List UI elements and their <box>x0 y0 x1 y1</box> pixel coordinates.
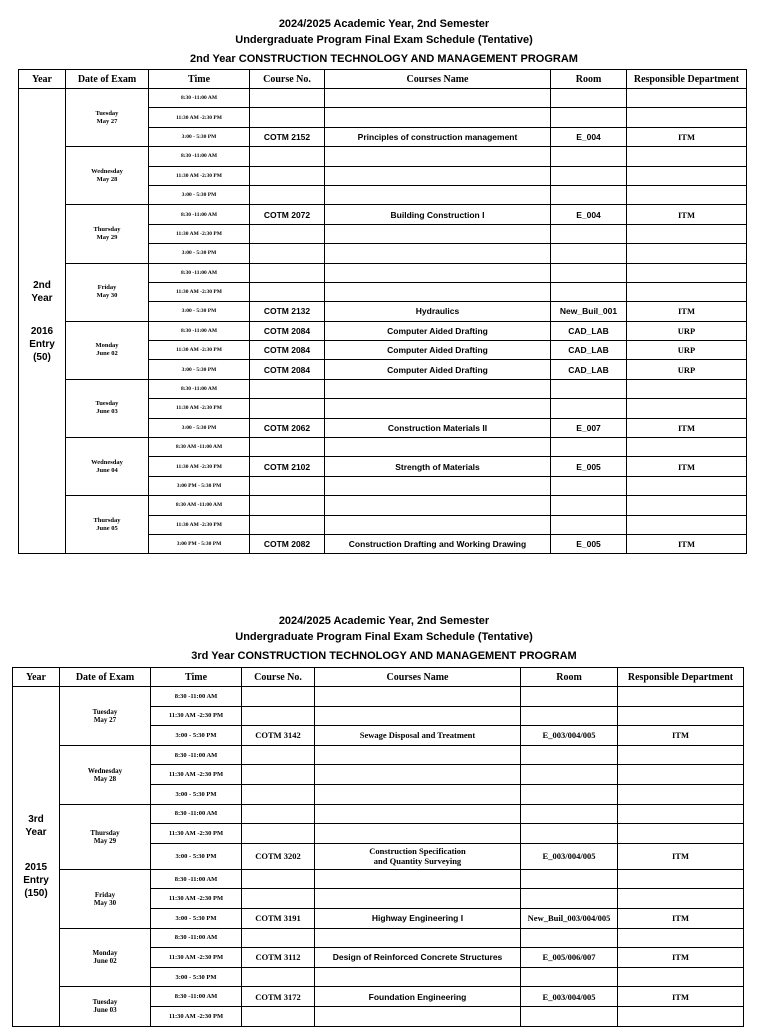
course-number <box>250 108 325 127</box>
responsible-department <box>627 438 747 457</box>
course-name: Strength of Materials <box>325 457 551 476</box>
exam-date: May 27 <box>93 715 117 724</box>
exam-date-cell <box>60 687 151 746</box>
time-slot: 3:00 - 5:30 PM <box>151 784 242 804</box>
responsible-department <box>627 185 747 204</box>
course-name: Design of Reinforced Concrete Structures <box>315 948 521 968</box>
course-number <box>242 745 315 765</box>
room <box>521 745 618 765</box>
table-row <box>19 147 747 166</box>
course-number <box>250 282 325 301</box>
course-number: COTM 3142 <box>242 726 315 746</box>
time-slot: 8:30 -11:00 AM <box>149 205 250 224</box>
column-header-responsible-department: Responsible Department <box>618 668 744 687</box>
room <box>521 1006 618 1026</box>
room: New_Buil_001 <box>551 302 627 321</box>
exam-date-cell <box>66 89 149 147</box>
time-slot: 11:30 AM -2:30 PM <box>149 515 250 534</box>
column-header-courses-name: Courses Name <box>315 668 521 687</box>
course-number <box>250 185 325 204</box>
course-name <box>315 745 521 765</box>
room <box>521 687 618 707</box>
responsible-department <box>627 496 747 515</box>
course-name: Construction Materials II <box>325 418 551 437</box>
column-header-time: Time <box>149 70 250 89</box>
room <box>521 967 618 987</box>
room: CAD_LAB <box>551 341 627 360</box>
time-slot: 11:30 AM -2:30 PM <box>149 399 250 418</box>
room: CAD_LAB <box>551 360 627 379</box>
room <box>551 476 627 495</box>
responsible-department <box>627 379 747 398</box>
room <box>551 108 627 127</box>
course-number <box>242 1006 315 1026</box>
exam-date-cell <box>66 438 149 496</box>
responsible-department <box>627 282 747 301</box>
exam-schedule-2nd-year <box>18 69 747 554</box>
course-name <box>315 824 521 844</box>
exam-schedule-3rd-year <box>12 667 744 1027</box>
time-slot: 8:30 -11:00 AM <box>151 687 242 707</box>
exam-date: May 30 <box>96 292 118 300</box>
course-number <box>242 967 315 987</box>
exam-day: Monday <box>92 949 118 958</box>
course-name <box>315 869 521 889</box>
column-header-year: Year <box>13 668 60 687</box>
time-slot: 8:30 -11:00 AM <box>149 89 250 108</box>
course-number <box>242 804 315 824</box>
exam-day: Tuesday <box>95 400 119 408</box>
room: E_007 <box>551 418 627 437</box>
table-row <box>19 89 747 108</box>
course-name <box>325 496 551 515</box>
exam-date: June 03 <box>96 408 118 416</box>
time-slot: 3:00 - 5:30 PM <box>149 185 250 204</box>
time-slot: 11:30 AM -2:30 PM <box>149 457 250 476</box>
responsible-department <box>618 784 744 804</box>
responsible-department: ITM <box>618 987 744 1007</box>
course-number <box>250 89 325 108</box>
room <box>521 765 618 785</box>
course-name <box>325 263 551 282</box>
column-header-year: Year <box>19 70 66 89</box>
course-name <box>315 967 521 987</box>
course-number: COTM 2072 <box>250 205 325 224</box>
exam-day: Friday <box>94 890 116 899</box>
exam-date-cell <box>60 987 151 1026</box>
responsible-department: URP <box>627 341 747 360</box>
room <box>521 706 618 726</box>
course-name: Construction Specification and Quantity Surveying <box>315 843 521 869</box>
course-name <box>325 515 551 534</box>
course-number <box>242 784 315 804</box>
course-name <box>315 784 521 804</box>
course-name <box>315 804 521 824</box>
room <box>551 224 627 243</box>
course-name: Building Construction I <box>325 205 551 224</box>
responsible-department <box>627 166 747 185</box>
time-slot: 3:00 PM - 5:30 PM <box>149 534 250 553</box>
course-name: Computer Aided Drafting <box>325 321 551 340</box>
table-row <box>13 687 744 707</box>
responsible-department: ITM <box>627 127 747 146</box>
responsible-department <box>618 687 744 707</box>
course-number: COTM 3191 <box>242 908 315 928</box>
year-label: 2nd Year <box>31 279 53 304</box>
time-slot: 8:30 -11:00 AM <box>151 745 242 765</box>
course-number <box>250 515 325 534</box>
course-number <box>250 379 325 398</box>
column-header-responsible-department: Responsible Department <box>627 70 747 89</box>
course-name <box>325 476 551 495</box>
exam-day: Tuesday <box>95 109 119 117</box>
course-number: COTM 3112 <box>242 948 315 968</box>
exam-date-cell <box>66 496 149 554</box>
course-name <box>325 89 551 108</box>
table-row <box>19 263 747 282</box>
table-row <box>19 496 747 515</box>
course-number <box>242 824 315 844</box>
room <box>551 147 627 166</box>
year-cell <box>13 687 60 1027</box>
course-number: COTM 2084 <box>250 321 325 340</box>
course-number <box>250 224 325 243</box>
room <box>521 889 618 909</box>
column-header-course-no: Course No. <box>250 70 325 89</box>
time-slot: 11:30 AM -2:30 PM <box>151 824 242 844</box>
room <box>551 515 627 534</box>
course-name: Construction Drafting and Working Drawing <box>325 534 551 553</box>
room: E_003/004/005 <box>521 987 618 1007</box>
schedule-1-title-year: 2024/2025 Academic Year, 2nd Semester <box>278 18 490 30</box>
course-number: COTM 2152 <box>250 127 325 146</box>
time-slot: 11:30 AM -2:30 PM <box>149 224 250 243</box>
exam-date-cell <box>60 745 151 804</box>
course-name <box>325 108 551 127</box>
column-header-date-of-exam: Date of Exam <box>60 668 151 687</box>
responsible-department <box>618 889 744 909</box>
responsible-department <box>627 224 747 243</box>
schedule-1-title-program: Undergraduate Program Final Exam Schedule (Tentative) <box>235 34 533 46</box>
course-name <box>325 438 551 457</box>
course-number: COTM 2062 <box>250 418 325 437</box>
time-slot: 3:00 - 5:30 PM <box>149 418 250 437</box>
exam-date: June 04 <box>96 466 118 474</box>
exam-date-cell <box>66 263 149 321</box>
course-number <box>250 476 325 495</box>
responsible-department <box>618 869 744 889</box>
exam-day: Thursday <box>93 225 121 233</box>
course-number: COTM 2084 <box>250 360 325 379</box>
course-name: Principles of construction management <box>325 127 551 146</box>
responsible-department <box>627 89 747 108</box>
responsible-department: ITM <box>618 726 744 746</box>
table-row <box>13 745 744 765</box>
responsible-department: ITM <box>627 534 747 553</box>
responsible-department <box>627 515 747 534</box>
course-number: COTM 3202 <box>242 843 315 869</box>
course-name <box>315 928 521 948</box>
room: E_004 <box>551 205 627 224</box>
responsible-department <box>627 244 747 263</box>
responsible-department: ITM <box>627 205 747 224</box>
exam-date: June 05 <box>96 524 118 532</box>
course-number: COTM 2084 <box>250 341 325 360</box>
time-slot: 8:30 -11:00 AM <box>151 928 242 948</box>
course-name <box>325 399 551 418</box>
time-slot: 11:30 AM -2:30 PM <box>151 706 242 726</box>
room <box>551 263 627 282</box>
responsible-department: ITM <box>627 457 747 476</box>
room <box>551 399 627 418</box>
exam-date-cell <box>60 869 151 928</box>
course-name: Computer Aided Drafting <box>325 360 551 379</box>
year-label: 3rd Year <box>25 813 47 838</box>
column-header-room: Room <box>551 70 627 89</box>
responsible-department <box>618 765 744 785</box>
time-slot: 11:30 AM -2:30 PM <box>149 166 250 185</box>
time-slot: 8:30 -11:00 AM <box>149 379 250 398</box>
exam-day: Wednesday <box>91 167 123 175</box>
course-number <box>242 928 315 948</box>
course-number <box>242 687 315 707</box>
table-row <box>19 205 747 224</box>
responsible-department: ITM <box>627 302 747 321</box>
course-name <box>325 185 551 204</box>
time-slot: 8:30 -11:00 AM <box>149 321 250 340</box>
header-row <box>13 668 744 687</box>
schedule-2-title-year: 2024/2025 Academic Year, 2nd Semester <box>278 615 490 627</box>
time-slot: 3:00 - 5:30 PM <box>151 726 242 746</box>
course-name <box>325 147 551 166</box>
room <box>551 244 627 263</box>
responsible-department <box>618 824 744 844</box>
room <box>551 379 627 398</box>
responsible-department <box>627 399 747 418</box>
course-number <box>250 438 325 457</box>
column-header-course-no: Course No. <box>242 668 315 687</box>
room: E_004 <box>551 127 627 146</box>
course-name <box>325 166 551 185</box>
room <box>551 89 627 108</box>
responsible-department: URP <box>627 360 747 379</box>
course-name <box>315 687 521 707</box>
exam-date: May 28 <box>96 175 118 183</box>
column-header-courses-name: Courses Name <box>325 70 551 89</box>
room: E_005 <box>551 457 627 476</box>
year-cell <box>19 89 66 554</box>
exam-date-cell <box>66 205 149 263</box>
exam-day: Wednesday <box>91 458 123 466</box>
course-name: Foundation Engineering <box>315 987 521 1007</box>
exam-date: May 27 <box>96 117 118 125</box>
course-name <box>315 1006 521 1026</box>
responsible-department <box>618 745 744 765</box>
course-name <box>325 244 551 263</box>
table-row <box>19 321 747 340</box>
table-row <box>13 804 744 824</box>
room <box>551 282 627 301</box>
time-slot: 3:00 - 5:30 PM <box>149 360 250 379</box>
time-slot: 11:30 AM -2:30 PM <box>151 1006 242 1026</box>
responsible-department: ITM <box>618 908 744 928</box>
time-slot: 11:30 AM -2:30 PM <box>149 341 250 360</box>
room <box>521 784 618 804</box>
exam-date-cell <box>66 321 149 379</box>
time-slot: 3:00 - 5:30 PM <box>149 244 250 263</box>
time-slot: 8:30 -11:00 AM <box>151 987 242 1007</box>
course-number <box>242 765 315 785</box>
exam-date: June 02 <box>96 350 118 358</box>
time-slot: 11:30 AM -2:30 PM <box>149 282 250 301</box>
entry-label: 2015 Entry (150) <box>23 861 49 899</box>
room: CAD_LAB <box>551 321 627 340</box>
responsible-department <box>618 804 744 824</box>
room: E_003/004/005 <box>521 843 618 869</box>
time-slot: 8:30 -11:00 AM <box>151 869 242 889</box>
course-number <box>250 244 325 263</box>
course-number <box>242 869 315 889</box>
exam-day: Tuesday <box>92 998 118 1007</box>
responsible-department <box>627 108 747 127</box>
table-row <box>19 438 747 457</box>
exam-date: May 29 <box>93 836 117 845</box>
responsible-department <box>618 1006 744 1026</box>
column-header-room: Room <box>521 668 618 687</box>
course-number <box>250 263 325 282</box>
table-row <box>13 869 744 889</box>
time-slot: 8:30 AM -11:00 AM <box>149 496 250 515</box>
course-name: Computer Aided Drafting <box>325 341 551 360</box>
time-slot: 11:30 AM -2:30 PM <box>151 948 242 968</box>
time-slot: 3:00 - 5:30 PM <box>151 908 242 928</box>
exam-date-cell <box>66 147 149 205</box>
time-slot: 11:30 AM -2:30 PM <box>149 108 250 127</box>
course-number <box>250 147 325 166</box>
table-row <box>13 987 744 1007</box>
schedule-2-title-program: Undergraduate Program Final Exam Schedule (Tentative) <box>235 631 533 643</box>
responsible-department: ITM <box>627 418 747 437</box>
course-number: COTM 3172 <box>242 987 315 1007</box>
responsible-department <box>618 928 744 948</box>
course-name <box>315 706 521 726</box>
room <box>521 928 618 948</box>
responsible-department <box>627 147 747 166</box>
room: New_Buil_003/004/005 <box>521 908 618 928</box>
room: E_003/004/005 <box>521 726 618 746</box>
course-name: Hydraulics <box>325 302 551 321</box>
course-name <box>315 765 521 785</box>
table-row <box>13 928 744 948</box>
course-number: COTM 2102 <box>250 457 325 476</box>
table-row <box>19 379 747 398</box>
course-name <box>325 224 551 243</box>
exam-date: May 28 <box>93 774 117 783</box>
time-slot: 3:00 - 5:30 PM <box>151 967 242 987</box>
time-slot: 3:00 - 5:30 PM <box>151 843 242 869</box>
room <box>551 496 627 515</box>
room: E_005 <box>551 534 627 553</box>
course-number <box>242 889 315 909</box>
schedule-1-title-dept: 2nd Year CONSTRUCTION TECHNOLOGY AND MANAGEMENT PROGRAM <box>190 53 578 65</box>
time-slot: 3:00 - 5:30 PM <box>149 302 250 321</box>
responsible-department <box>618 706 744 726</box>
exam-date: May 29 <box>96 233 118 241</box>
exam-date-cell <box>60 928 151 987</box>
entry-label: 2016 Entry (50) <box>29 325 55 363</box>
responsible-department <box>618 967 744 987</box>
course-name <box>325 379 551 398</box>
exam-day: Thursday <box>93 516 121 524</box>
exam-date: June 02 <box>93 957 117 966</box>
time-slot: 3:00 - 5:30 PM <box>149 127 250 146</box>
course-number <box>250 399 325 418</box>
time-slot: 11:30 AM -2:30 PM <box>151 889 242 909</box>
room <box>521 824 618 844</box>
responsible-department <box>627 263 747 282</box>
column-header-time: Time <box>151 668 242 687</box>
exam-day: Tuesday <box>92 707 118 716</box>
responsible-department <box>627 476 747 495</box>
room: E_005/006/007 <box>521 948 618 968</box>
time-slot: 8:30 -11:00 AM <box>151 804 242 824</box>
room <box>551 166 627 185</box>
time-slot: 8:30 AM -11:00 AM <box>149 438 250 457</box>
room <box>521 804 618 824</box>
exam-day: Monday <box>95 342 119 350</box>
room <box>551 185 627 204</box>
course-number: COTM 2132 <box>250 302 325 321</box>
course-number <box>250 496 325 515</box>
room <box>521 869 618 889</box>
time-slot: 8:30 -11:00 AM <box>149 263 250 282</box>
exam-day: Thursday <box>90 828 120 837</box>
course-number: COTM 2082 <box>250 534 325 553</box>
course-number <box>242 706 315 726</box>
responsible-department: ITM <box>618 948 744 968</box>
exam-date-cell <box>60 804 151 869</box>
time-slot: 3:00 PM - 5:30 PM <box>149 476 250 495</box>
responsible-department: ITM <box>618 843 744 869</box>
time-slot: 8:30 -11:00 AM <box>149 147 250 166</box>
time-slot: 11:30 AM -2:30 PM <box>151 765 242 785</box>
exam-date: May 30 <box>93 898 117 907</box>
room <box>551 438 627 457</box>
course-name <box>315 889 521 909</box>
header-row <box>19 70 747 89</box>
course-name: Sewage Disposal and Treatment <box>315 726 521 746</box>
course-name: Highway Engineering I <box>315 908 521 928</box>
exam-date-cell <box>66 379 149 437</box>
responsible-department: URP <box>627 321 747 340</box>
course-number <box>250 166 325 185</box>
exam-day: Friday <box>97 284 117 292</box>
course-name <box>325 282 551 301</box>
exam-day: Wednesday <box>87 766 123 775</box>
exam-date: June 03 <box>93 1006 117 1015</box>
schedule-2-title-dept: 3rd Year CONSTRUCTION TECHNOLOGY AND MANAGEMENT PROGRAM <box>191 650 577 662</box>
column-header-date-of-exam: Date of Exam <box>66 70 149 89</box>
